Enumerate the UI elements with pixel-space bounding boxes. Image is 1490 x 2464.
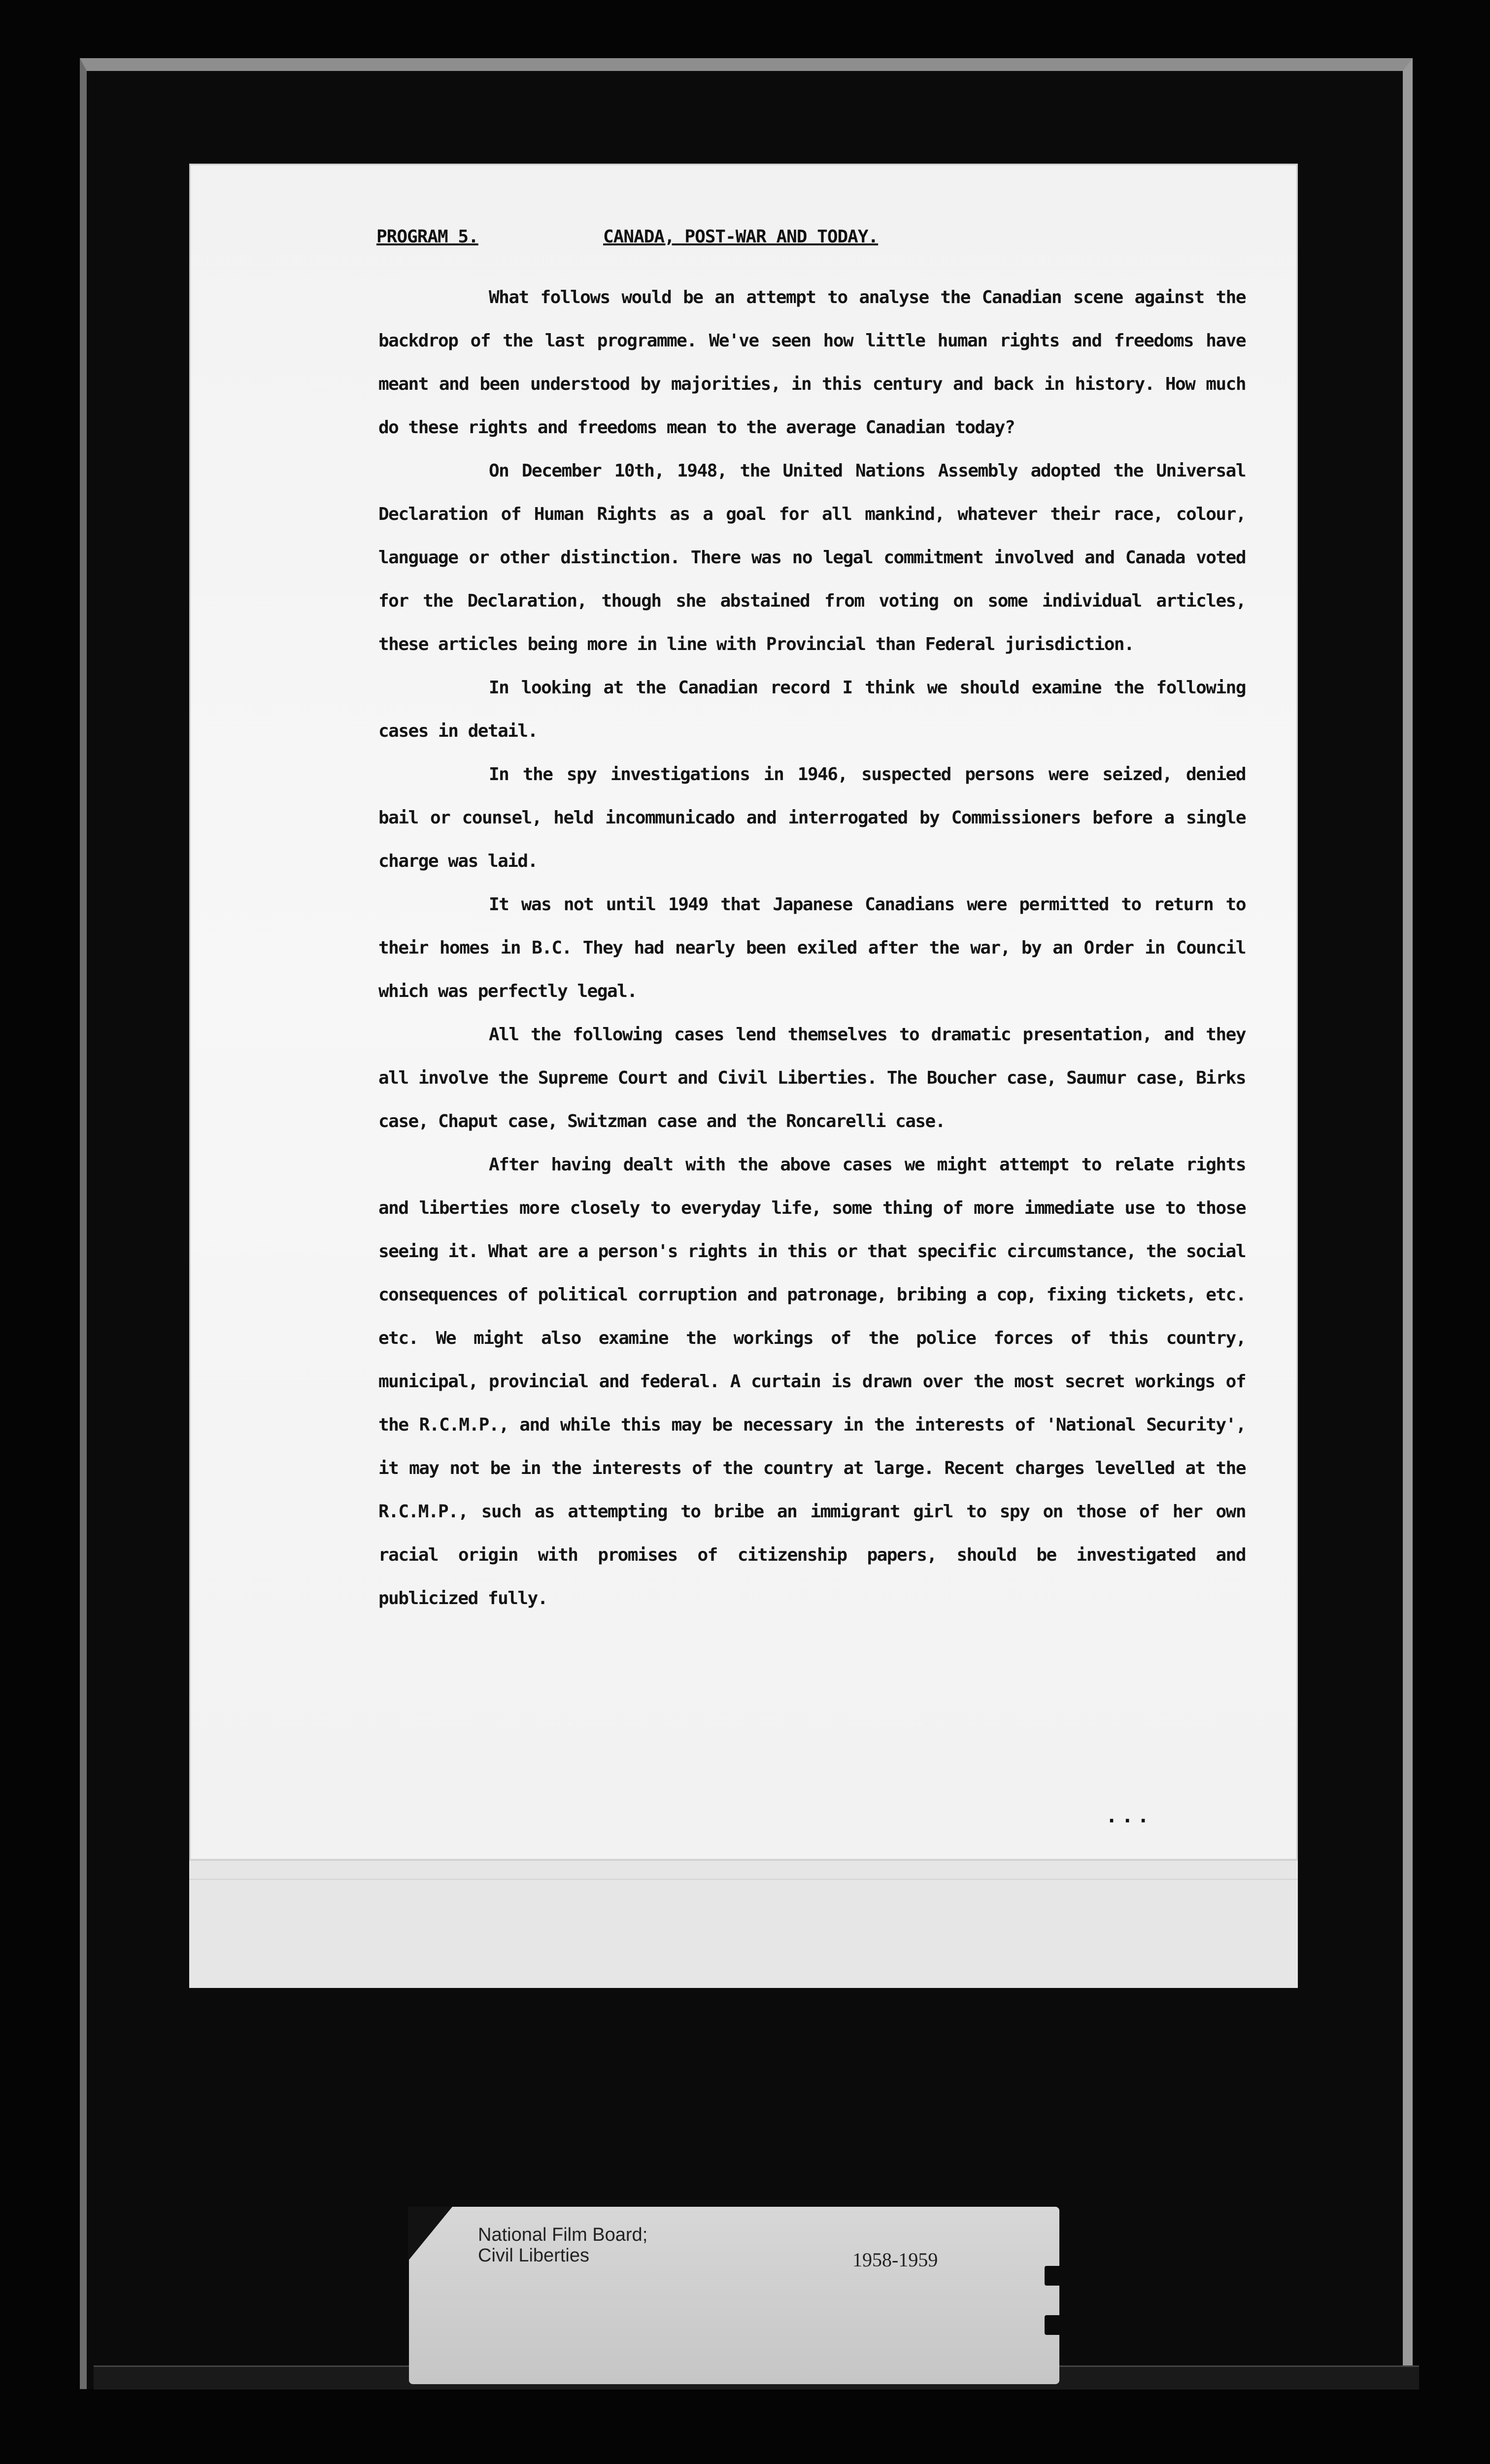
paragraph: After having dealt with the above cases we might attempt to relate rights and liberties more closely to everyday life, some thing of more immediate use to those seeing it. What are a person's rights in this or that specific circumstance, the social consequences of political corruption and patronage, bribing a cop, fixing tickets, etc. etc. We might also examine the workings of the police forces of this country, municipal, provincial and federal. A curtain is drawn over the most secret workings of the R.C.M.P., and while this may be necessary in the interests of 'National Security', it may not be in the interests of the country at large. Recent charges levelled at the R.C.M.P., such as attempting to bribe an immigrant girl to spy on those of her own racial origin with promises of citizenship papers, should be investigated and publicized fully. bbox=[378, 1155, 1246, 1608]
body-text bbox=[378, 276, 1246, 1620]
page-header bbox=[376, 227, 1214, 256]
paragraph: What follows would be an attempt to analyse the Canadian scene against the backdrop of the last programme. We've seen how little human rights and freedoms have meant and been understood by majorities, in this century and back in history. How much do these rights and freedoms mean to the average Canadian today? bbox=[378, 287, 1246, 438]
archive-label-line1: National Film Board; bbox=[478, 2224, 648, 2245]
paragraph: In looking at the Canadian record I think we should examine the following cases in detail. bbox=[378, 678, 1246, 741]
paragraph: All the following cases lend themselves to dramatic presentation, and they all involve the Supreme Court and Civil Liberties. The Boucher case, Saumur case, Birks case, Chaput case, Switzman case and the Roncarelli case. bbox=[378, 1025, 1246, 1131]
paragraph: On December 10th, 1948, the United Nations Assembly adopted the Universal Declaration of Human Rights as a goal for all mankind, whatever their race, colour, language or other distinction. There was no legal commitment involved and Canada voted for the Declaration, though she abstained from voting on some individual articles, these articles being more in line with Provincial than Federal jurisdiction. bbox=[378, 461, 1246, 654]
continuation-dots: ... bbox=[1106, 1805, 1153, 1827]
page-bottom-margin bbox=[189, 1859, 1298, 1988]
archive-label bbox=[409, 2207, 1059, 2384]
paragraph: It was not until 1949 that Japanese Canadians were permitted to return to their homes in B.C. They had nearly been exiled after the war, by an Order in Council which was perfectly legal. bbox=[378, 894, 1246, 1001]
typed-page bbox=[189, 164, 1298, 1986]
paragraph: In the spy investigations in 1946, suspected persons were seized, denied bail or counsel, held incommunicado and interrogated by Commissioners before a single charge was laid. bbox=[378, 764, 1246, 871]
archive-label-line2: Civil Liberties bbox=[478, 2245, 589, 2266]
program-number: PROGRAM 5. bbox=[376, 227, 478, 247]
label-slot bbox=[1045, 2315, 1061, 2335]
label-slot bbox=[1045, 2266, 1061, 2286]
program-title: CANADA, POST-WAR AND TODAY. bbox=[603, 227, 879, 247]
archive-label-years: 1958-1959 bbox=[852, 2249, 938, 2271]
